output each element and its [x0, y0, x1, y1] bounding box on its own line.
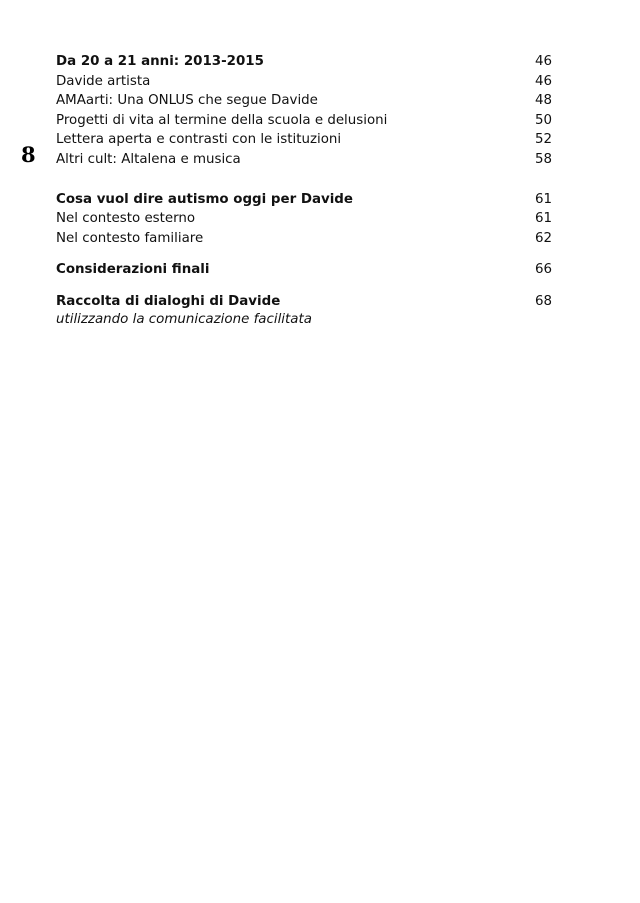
toc-page-number: 48 [534, 93, 552, 109]
toc-page-number: 50 [534, 112, 552, 128]
toc-page-number: 46 [534, 73, 552, 89]
toc-item-progetti-di-vita[interactable] [56, 111, 552, 131]
toc-page-number: 46 [534, 54, 552, 69]
toc-page-number: 61 [534, 191, 552, 207]
toc-heading-title: Raccolta di dialoghi di Davide [56, 293, 281, 309]
toc-page-number: 61 [534, 211, 552, 227]
toc-item-title: Progetti di vita al termine della scuola e delusioni [56, 112, 388, 128]
toc-page-number: 58 [534, 151, 552, 167]
toc-item-amaarti[interactable] [56, 91, 552, 111]
section-spacer [56, 170, 552, 190]
toc-item-nel-contesto-esterno[interactable] [56, 209, 552, 229]
toc-heading-considerazioni-finali[interactable] [56, 260, 552, 280]
toc-heading-da-20-a-21-anni[interactable] [56, 52, 552, 72]
section-spacer [56, 248, 552, 260]
toc-heading-subtitle: utilizzando la comunicazione facilitata [56, 311, 312, 327]
page-number: 8 [21, 142, 36, 167]
toc-heading-title: Considerazioni finali [56, 262, 210, 278]
toc-item-title: AMAarti: Una ONLUS che segue Davide [56, 93, 318, 109]
toc-item-altri-cult[interactable] [56, 150, 552, 170]
toc-item-title: Davide artista [56, 73, 151, 89]
toc-item-nel-contesto-familiare[interactable] [56, 229, 552, 249]
toc-item-title: Nel contesto familiare [56, 230, 204, 246]
toc-page-number: 62 [534, 230, 552, 246]
toc-heading-title: Cosa vuol dire autismo oggi per Davide [56, 191, 353, 207]
toc-heading-cosa-vuol-dire-autismo[interactable] [56, 190, 552, 210]
toc-item-title: Altri cult: Altalena e musica [56, 151, 241, 167]
toc-heading-raccolta-di-dialoghi[interactable] [56, 292, 552, 312]
table-of-contents [56, 52, 552, 328]
toc-item-title: Nel contesto esterno [56, 211, 196, 227]
toc-item-lettera-aperta[interactable] [56, 130, 552, 150]
toc-page-number: 66 [534, 262, 552, 278]
toc-page-number: 68 [534, 293, 552, 309]
toc-heading-title: Da 20 a 21 anni: 2013-2015 [56, 54, 264, 69]
toc-page-number: 52 [534, 132, 552, 148]
toc-item-title: Lettera aperta e contrasti con le istituzioni [56, 132, 342, 148]
toc-item-davide-artista[interactable] [56, 72, 552, 92]
section-spacer [56, 280, 552, 292]
